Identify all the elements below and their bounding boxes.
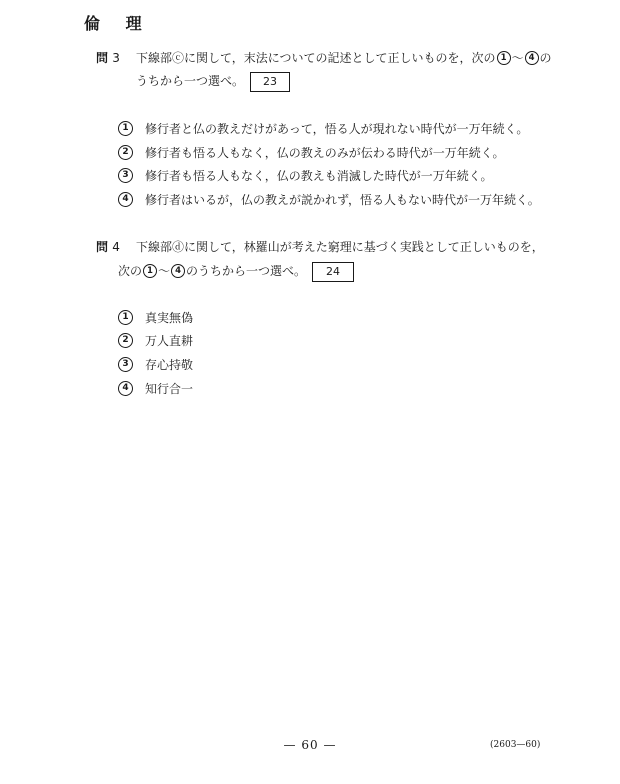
question-3-choice-3[interactable] <box>118 166 493 186</box>
circled-number-range-end: 4 <box>525 51 539 65</box>
question-4-choice-1[interactable] <box>118 308 193 328</box>
question-4-choice-3[interactable] <box>118 355 193 375</box>
subject-heading: 倫 理 <box>84 14 152 33</box>
choice-number-icon: 4 <box>118 192 133 207</box>
choice-number-icon: 4 <box>118 381 133 396</box>
page-code: (2603—60) <box>490 740 541 750</box>
choice-text: 万人直耕 <box>145 334 194 348</box>
question-3-line-1 <box>96 47 552 69</box>
question-3-stem-part-3: うちから一つ選べ。 <box>136 74 245 88</box>
question-3-choice-1[interactable] <box>118 119 528 139</box>
question-number: 4 <box>112 240 120 254</box>
question-4-stem-part-3: のうちから一つ選べ。 <box>186 264 307 278</box>
question-4-stem-part-1: 下線部ⓓに関して，林羅山が考えた窮理に基づく実践として正しいものを， <box>136 240 544 254</box>
range-separator: 〜 <box>511 51 524 65</box>
choice-text: 知行合一 <box>145 382 194 396</box>
question-label: 問 <box>96 240 109 254</box>
circled-number-range-end: 4 <box>171 264 185 278</box>
choice-number-icon: 2 <box>118 333 133 348</box>
question-4-choice-4[interactable] <box>118 379 193 399</box>
circled-number-range-start: 1 <box>143 264 157 278</box>
page-number: — 60 — <box>283 738 337 752</box>
circled-number-range-start: 1 <box>497 51 511 65</box>
question-number: 3 <box>112 51 120 65</box>
range-separator: 〜 <box>158 264 171 278</box>
choice-number-icon: 2 <box>118 145 133 160</box>
choice-text: 修行者も悟る人もなく，仏の教えも消滅した時代が一万年続く。 <box>145 169 493 183</box>
question-4-stem-part-2: 次の <box>118 264 143 278</box>
choice-number-icon: 3 <box>118 168 133 183</box>
question-3-line-2 <box>136 70 290 92</box>
choice-number-icon: 3 <box>118 357 133 372</box>
choice-text: 真実無偽 <box>145 311 194 325</box>
question-3-choice-4[interactable] <box>118 190 540 210</box>
answer-box-23[interactable]: 23 <box>250 72 290 92</box>
choice-text: 修行者はいるが，仏の教えが説かれず，悟る人もない時代が一万年続く。 <box>145 193 540 207</box>
choice-text: 修行者と仏の教えだけがあって，悟る人が現れない時代が一万年続く。 <box>145 122 529 136</box>
question-3-stem-part-1: 下線部ⓒに関して，末法についての記述として正しいものを，次の <box>136 51 496 65</box>
choice-text: 存心持敬 <box>145 358 194 372</box>
answer-box-24[interactable]: 24 <box>312 262 354 282</box>
question-4-line-2 <box>118 260 354 282</box>
question-3-choice-2[interactable] <box>118 143 505 163</box>
question-label: 問 <box>96 51 109 65</box>
choice-text: 修行者も悟る人もなく，仏の教えのみが伝わる時代が一万年続く。 <box>145 146 505 160</box>
question-3-number <box>96 47 136 69</box>
choice-number-icon: 1 <box>118 310 133 325</box>
question-4-line-1 <box>96 236 544 258</box>
choice-number-icon: 1 <box>118 121 133 136</box>
question-4-number <box>96 236 136 258</box>
question-4-choice-2[interactable] <box>118 331 193 351</box>
question-3-stem-part-2: の <box>539 51 552 65</box>
